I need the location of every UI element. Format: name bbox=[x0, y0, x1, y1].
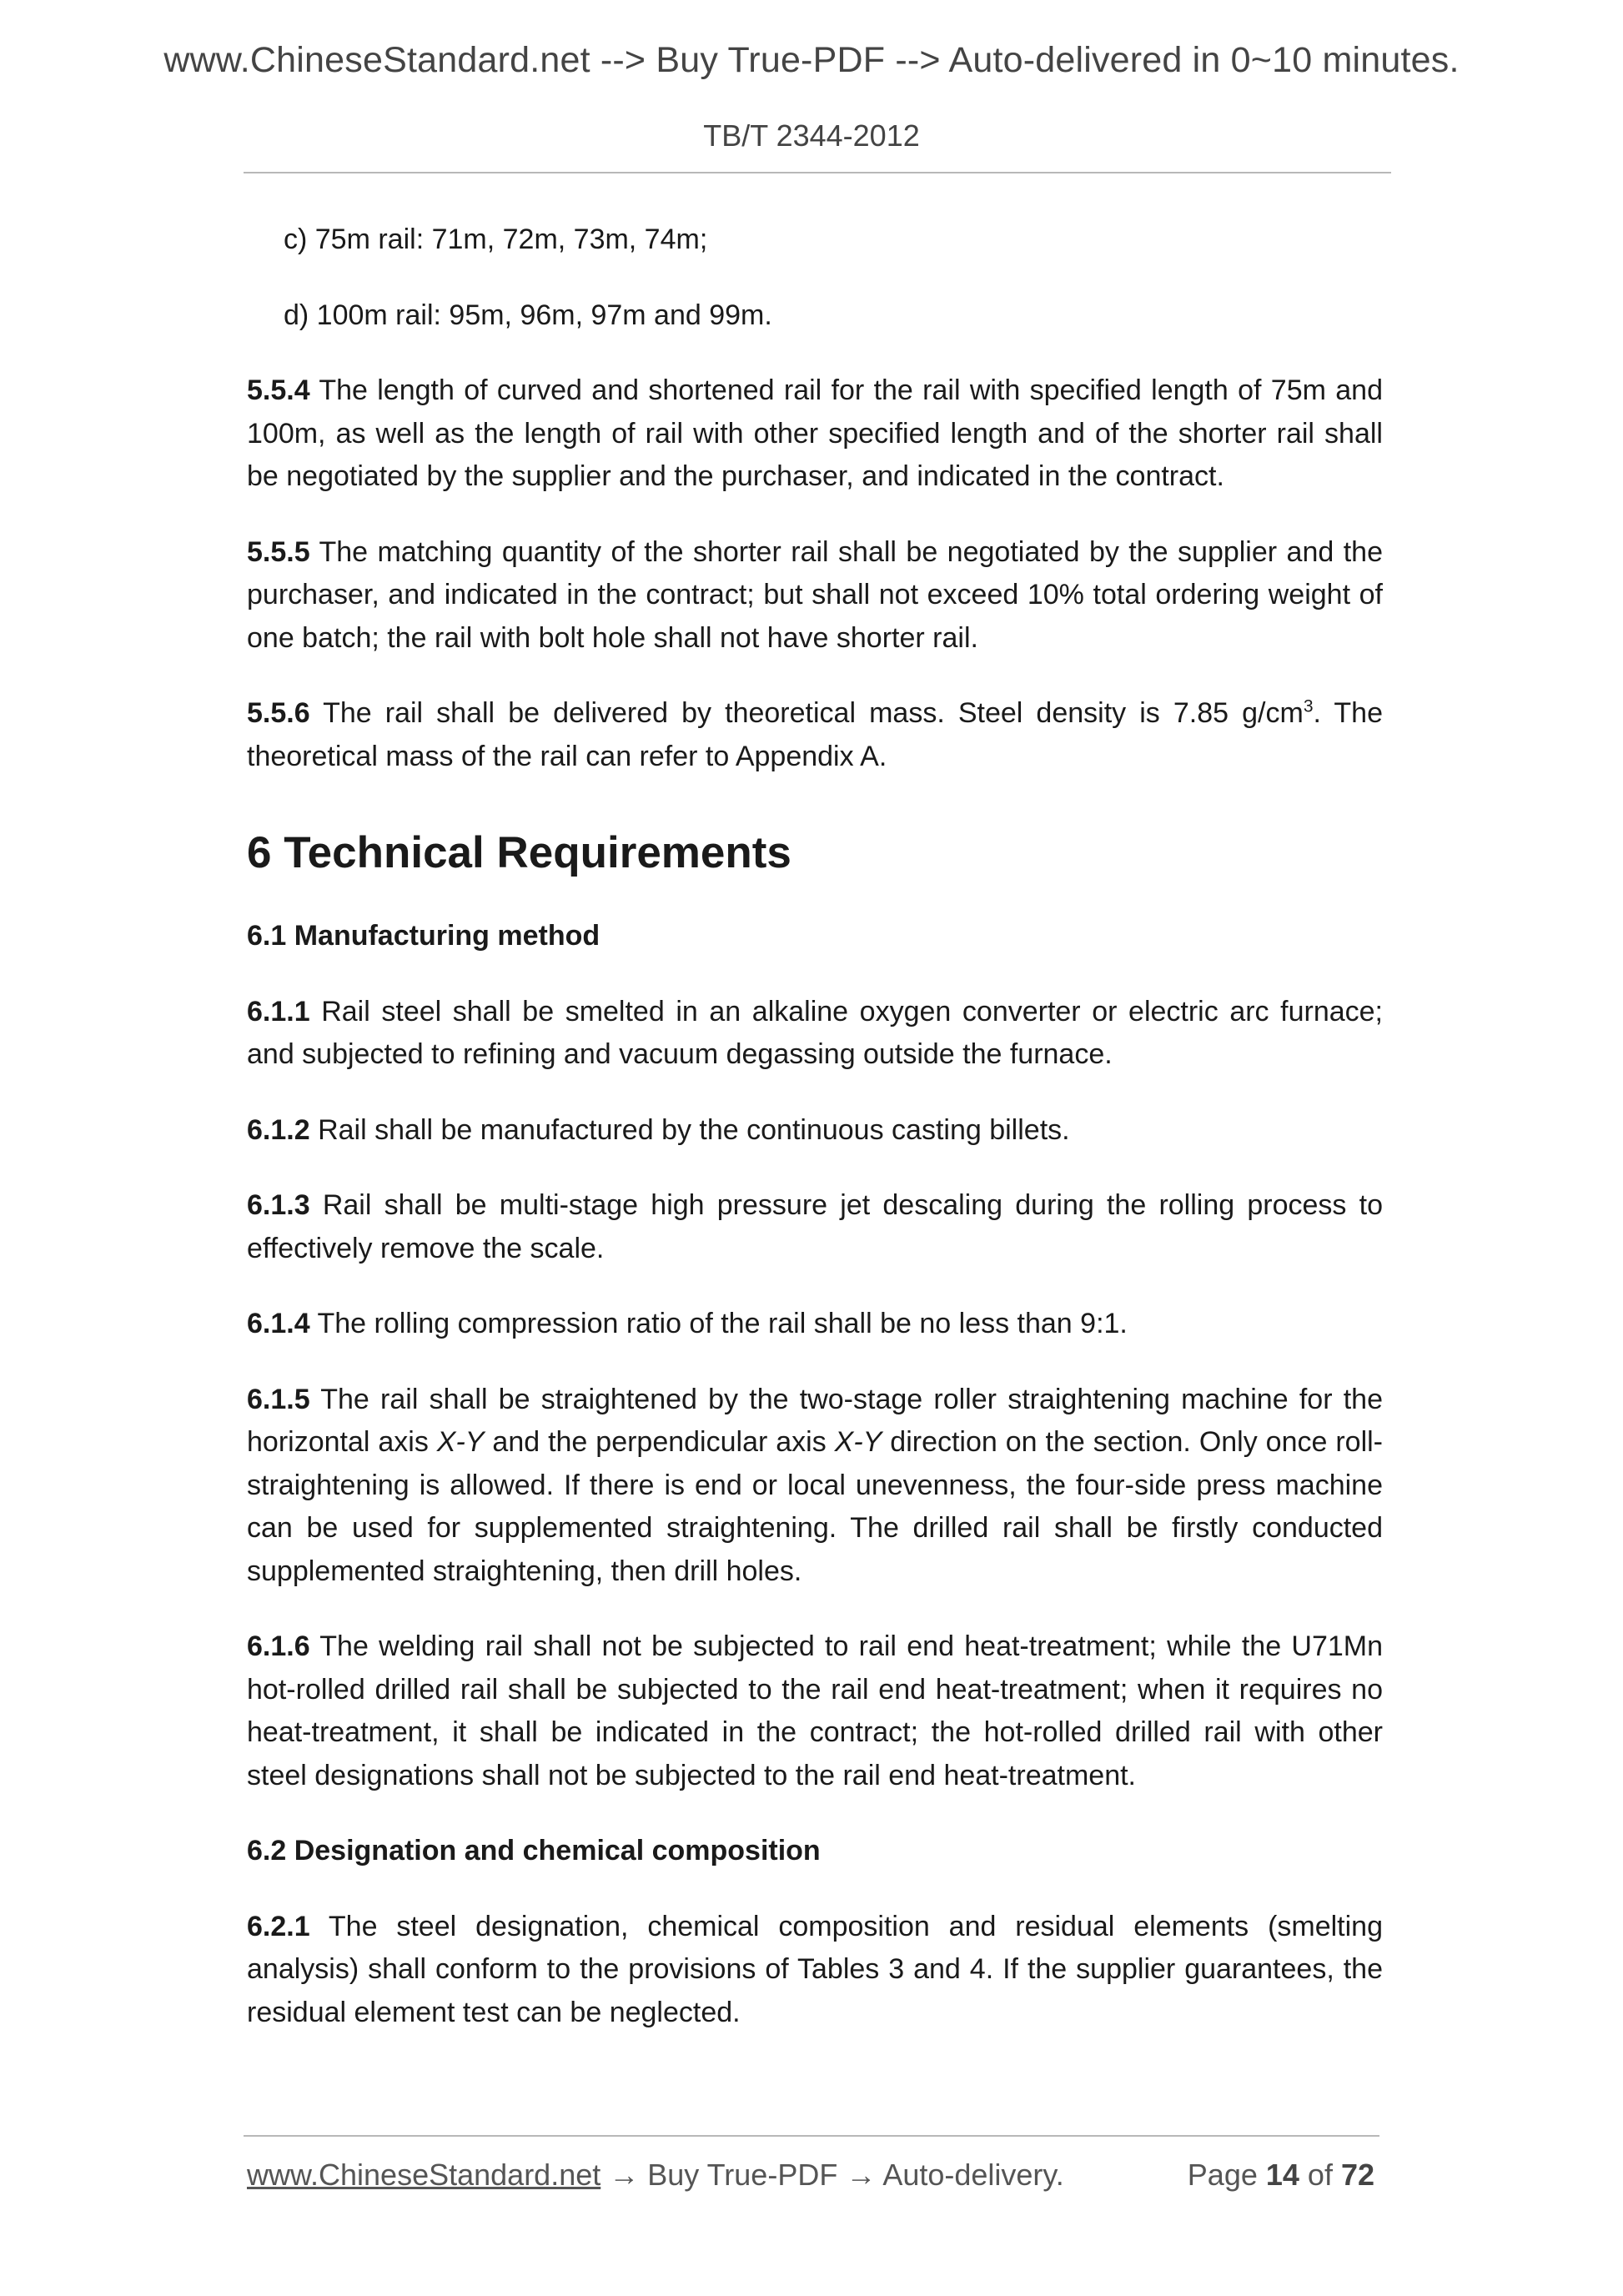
clause-number: 6.1.1 bbox=[247, 995, 310, 1027]
page-label: Page bbox=[1187, 2158, 1266, 2192]
section-heading-6: 6 Technical Requirements bbox=[247, 828, 791, 877]
page-indicator bbox=[1188, 2158, 1374, 2193]
clause-6-1-6 bbox=[247, 1625, 1383, 1797]
axis-label: X-Y bbox=[834, 1426, 882, 1458]
clause-6-1-2 bbox=[247, 1109, 1383, 1153]
clause-text: The steel designation, chemical composition and residual elements (smelting analysis) shall conform to the provisions of Tables 3 and 4. If the supplier guarantees, the residual element test can be neglected. bbox=[247, 1910, 1383, 2028]
of-label: of bbox=[1299, 2158, 1341, 2192]
clause-6-1-4 bbox=[247, 1303, 1383, 1346]
site-banner: www.ChineseStandard.net --> Buy True-PDF --> Auto-delivered in 0~10 minutes. bbox=[163, 40, 1460, 80]
page-footer bbox=[247, 2158, 1383, 2199]
site-link[interactable]: www.ChineseStandard.net bbox=[247, 2158, 601, 2192]
clause-6-1-3 bbox=[247, 1184, 1383, 1270]
clause-number: 5.5.6 bbox=[247, 697, 310, 729]
header-divider bbox=[244, 172, 1391, 173]
standard-number: TB/T 2344-2012 bbox=[703, 118, 920, 153]
clause-number: 6.1.4 bbox=[247, 1308, 310, 1339]
clause-text: . The theoretical mass of the rail can refer to Appendix A. bbox=[247, 697, 1384, 772]
clause-text: The welding rail shall not be subjected to rail end heat-treatment; while the U71Mn hot-rolled drilled rail shall be subjected to the rail end heat-treatment; when it requires no heat-treatment, it shall be indicated in the contract; the hot-rolled drilled rail with other steel designations shall not be subjected to the rail end heat-treatment. bbox=[247, 1630, 1383, 1791]
clause-number: 5.5.5 bbox=[247, 535, 310, 568]
clause-number: 6.1.2 bbox=[247, 1113, 310, 1146]
clause-6-2-1 bbox=[247, 1906, 1383, 2035]
footer-tagline: → Buy True-PDF → Auto-delivery. bbox=[600, 2158, 1064, 2192]
list-item-c: c) 75m rail: 71m, 72m, 73m, 74m; bbox=[284, 224, 708, 255]
clause-5-5-4 bbox=[247, 369, 1383, 499]
list-item-d: d) 100m rail: 95m, 96m, 97m and 99m. bbox=[284, 299, 772, 331]
subsection-heading-6-1: 6.1 Manufacturing method bbox=[247, 920, 600, 952]
document-body bbox=[247, 219, 1383, 2067]
clause-text: Rail shall be manufactured by the continuous casting billets. bbox=[309, 1113, 1070, 1146]
footer-divider bbox=[244, 2135, 1379, 2137]
clause-text: The length of curved and shortened rail for the rail with specified length of 75m and 100m, as well as the length of rail with other specified length and of the shorter rail shall be negotiated by the supplier and the purchaser, and indicated in the contract. bbox=[247, 374, 1383, 492]
clause-5-5-6 bbox=[247, 692, 1383, 778]
axis-label: X-Y bbox=[436, 1426, 485, 1458]
subsection-heading-6-2: 6.2 Designation and chemical composition bbox=[247, 1835, 821, 1866]
footer-promo bbox=[247, 2158, 1064, 2193]
clause-text: Rail steel shall be smelted in an alkaline oxygen converter or electric arc furnace; and subjected to refining and vacuum degassing outside the furnace. bbox=[247, 995, 1383, 1070]
clause-number: 6.1.6 bbox=[247, 1630, 310, 1662]
clause-text: The rolling compression ratio of the rail shall be no less than 9:1. bbox=[309, 1308, 1128, 1339]
clause-text: Rail shall be multi-stage high pressure jet descaling during the rolling process to effectively remove the scale. bbox=[247, 1189, 1383, 1264]
clause-number: 5.5.4 bbox=[247, 374, 310, 406]
superscript: 3 bbox=[1303, 696, 1314, 716]
clause-text: The matching quantity of the shorter rail shall be negotiated by the supplier and the purchaser, and indicated in the contract; but shall not exceed 10% total ordering weight of one batch; the rail with bolt hole shall not have shorter rail. bbox=[247, 535, 1383, 654]
clause-text: direction on the section. Only once roll-straightening is allowed. If there is end or local unevenness, the four-side press machine can be used for supplemented straightening. The drilled rail shall be firstly conducted supplemented straightening, then drill holes. bbox=[247, 1426, 1383, 1587]
page-total: 72 bbox=[1340, 2158, 1374, 2192]
clause-number: 6.1.5 bbox=[247, 1383, 310, 1415]
clause-5-5-5 bbox=[247, 531, 1383, 661]
page-number: 14 bbox=[1265, 2158, 1299, 2192]
clause-text: The rail shall be delivered by theoretical mass. Steel density is 7.85 g/cm bbox=[309, 697, 1304, 729]
clause-text: The rail shall be straightened by the two-stage roller straightening machine for the horizontal axis bbox=[247, 1383, 1383, 1458]
clause-text: and the perpendicular axis bbox=[484, 1426, 835, 1458]
clause-number: 6.2.1 bbox=[247, 1910, 310, 1942]
clause-6-1-5 bbox=[247, 1379, 1383, 1594]
clause-6-1-1 bbox=[247, 991, 1383, 1077]
clause-number: 6.1.3 bbox=[247, 1189, 310, 1221]
